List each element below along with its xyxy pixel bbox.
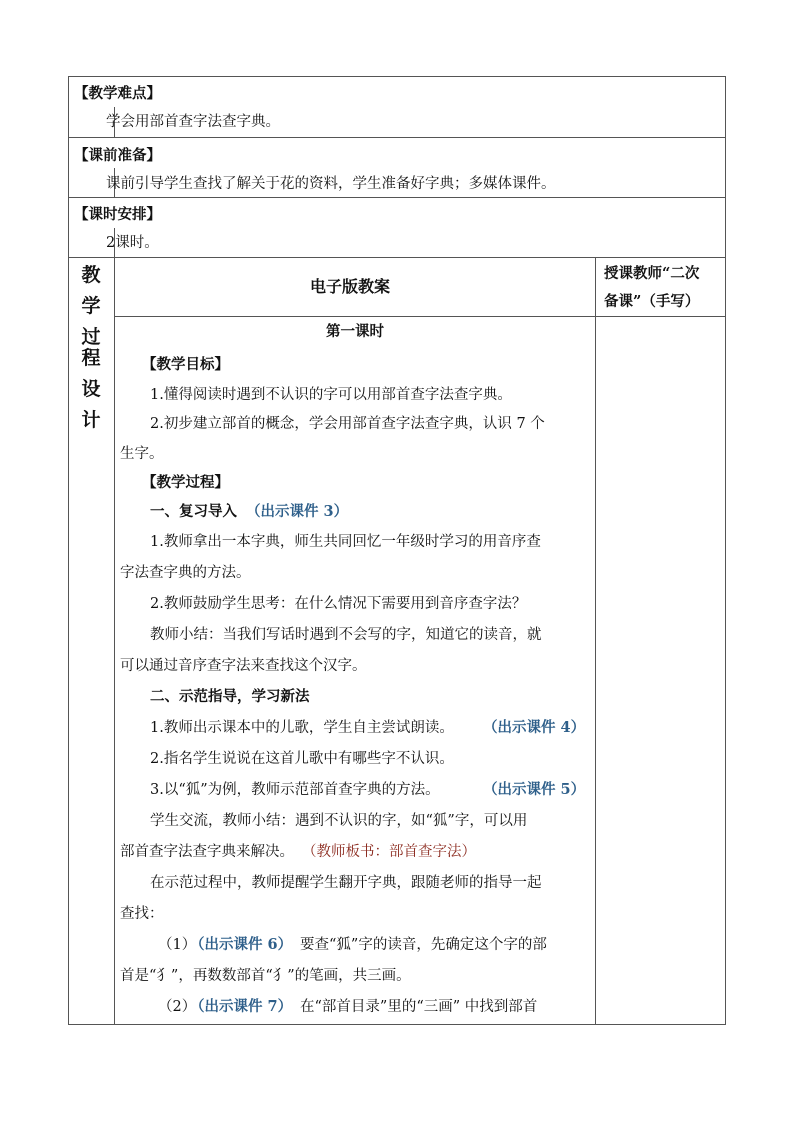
p2-2: 2.指名学生说说在这首儿歌中有哪些字不认识。 — [150, 751, 454, 767]
lesson-title: 第一课时 — [326, 323, 384, 340]
step1-number: （1） — [158, 937, 197, 953]
divider — [68, 257, 726, 258]
step1-line2: 首是“犭”，再数数部首“犭”的笔画，共三画。 — [120, 968, 411, 984]
right-column-header-line1: 授课教师“二次 — [604, 265, 700, 282]
process-title: 【教学过程】 — [142, 474, 229, 491]
p1-1-line2: 字法查字典的方法。 — [120, 565, 251, 581]
p2-summary-line2: 部首查字法查字典来解决。 — [120, 844, 294, 860]
p2-demo-line1: 在示范过程中，教师提醒学生翻开字典，跟随老师的指导一起 — [150, 875, 542, 891]
part1-title: 一、复习导入 — [150, 503, 237, 520]
section-content-difficulty: 学会用部首查字法查字典。 — [106, 114, 280, 130]
side-label-char: 设 — [81, 378, 101, 400]
divider — [114, 316, 726, 317]
section-title-difficulty: 【教学难点】 — [74, 85, 161, 102]
p1-summary-line2: 可以通过音序查字法来查找这个汉字。 — [120, 658, 367, 674]
side-label-char: 过 — [81, 326, 101, 348]
step2-courseware: （出示课件 7） — [190, 998, 293, 1015]
p2-3-courseware: （出示课件 5） — [483, 781, 586, 798]
side-label-char: 教 — [81, 264, 101, 286]
main-column-header: 电子版教案 — [310, 277, 391, 296]
section-content-schedule: 2课时。 — [106, 235, 159, 251]
goal-2-line1: 2.初步建立部首的概念，学会用部首查字法查字典，认识 7 个 — [150, 416, 545, 432]
right-column-header-line2: 备课”（手写） — [604, 293, 700, 310]
divider — [114, 257, 115, 1025]
step1-text: 要查“狐”字的读音，先确定这个字的部 — [300, 937, 547, 953]
goals-title: 【教学目标】 — [142, 356, 229, 373]
goal-2-line2: 生字。 — [120, 446, 164, 462]
part2-title: 二、示范指导，学习新法 — [150, 688, 310, 705]
p2-3: 3.以“狐”为例，教师示范部首查字典的方法。 — [150, 782, 440, 798]
side-label-char: 程 — [81, 347, 101, 369]
p2-1-courseware: （出示课件 4） — [483, 719, 586, 736]
divider — [68, 137, 726, 138]
section-title-preparation: 【课前准备】 — [74, 147, 161, 164]
p1-summary-line1: 教师小结：当我们写话时遇到不会写的字，知道它的读音，就 — [150, 627, 542, 643]
side-label-char: 计 — [81, 409, 101, 431]
goal-1: 1.懂得阅读时遇到不认识的字可以用部首查字法查字典。 — [150, 387, 512, 403]
divider — [68, 197, 726, 198]
p1-1-line1: 1.教师拿出一本字典，师生共同回忆一年级时学习的用音序查 — [150, 534, 541, 550]
part1-courseware: （出示课件 3） — [246, 503, 349, 520]
section-content-preparation: 课前引导学生查找了解关于花的资料，学生准备好字典；多媒体课件。 — [106, 176, 556, 192]
p1-2: 2.教师鼓励学生思考：在什么情况下需要用到音序查字法？ — [150, 596, 527, 612]
divider — [595, 257, 596, 1025]
p2-board-note: （教师板书：部首查字法） — [302, 844, 476, 860]
step2-text: 在“部首目录”里的“三画” 中找到部首 — [300, 999, 538, 1015]
step2-number: （2） — [158, 999, 197, 1015]
section-title-schedule: 【课时安排】 — [74, 206, 161, 223]
p2-1: 1.教师出示课本中的儿歌，学生自主尝试朗读。 — [150, 720, 454, 736]
p2-summary-line1: 学生交流，教师小结：遇到不认识的字，如“狐”字，可以用 — [150, 813, 528, 829]
p2-demo-line2: 查找： — [120, 906, 164, 922]
side-label-char: 学 — [81, 295, 101, 317]
step1-courseware: （出示课件 6） — [190, 936, 293, 953]
